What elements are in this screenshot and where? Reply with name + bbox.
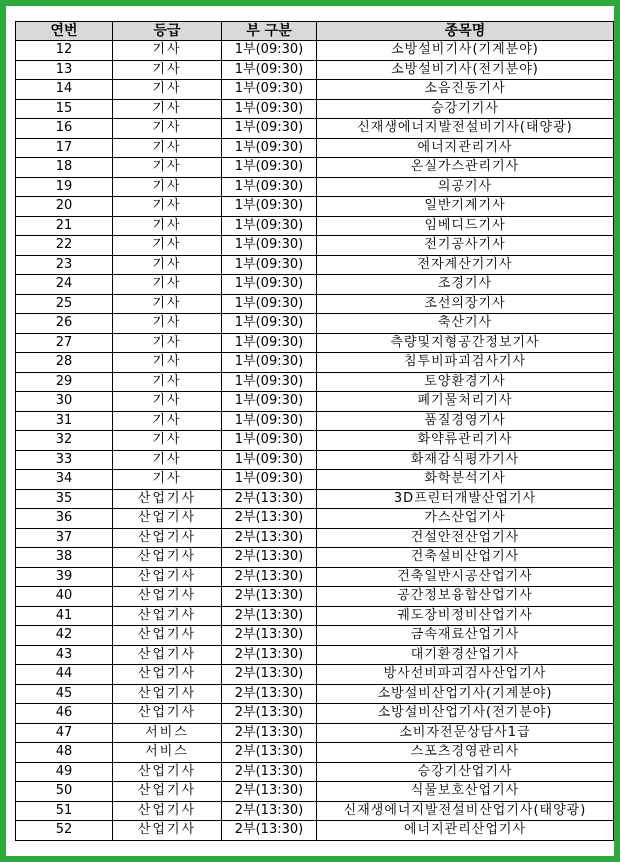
cell-grade: 산업기사 xyxy=(113,606,222,626)
cell-no: 19 xyxy=(16,177,113,197)
cell-no: 18 xyxy=(16,158,113,178)
cell-grade: 기사 xyxy=(113,197,222,217)
cell-subject: 침투비파괴검사기사 xyxy=(317,353,614,373)
cell-session: 1부(09:30) xyxy=(222,450,317,470)
cell-subject: 조경기사 xyxy=(317,275,614,295)
cell-subject: 조선의장기사 xyxy=(317,294,614,314)
cell-session: 2부(13:30) xyxy=(222,626,317,646)
cell-no: 13 xyxy=(16,60,113,80)
table-row xyxy=(16,275,614,295)
cell-no: 48 xyxy=(16,743,113,763)
cell-subject: 가스산업기사 xyxy=(317,509,614,529)
table-row xyxy=(16,431,614,451)
cell-no: 46 xyxy=(16,704,113,724)
cell-session: 1부(09:30) xyxy=(222,470,317,490)
header-grade: 등급 xyxy=(113,22,222,41)
cell-grade: 산업기사 xyxy=(113,548,222,568)
cell-grade: 기사 xyxy=(113,99,222,119)
table-row xyxy=(16,177,614,197)
cell-subject: 품질경영기사 xyxy=(317,411,614,431)
cell-no: 37 xyxy=(16,528,113,548)
cell-grade: 기사 xyxy=(113,333,222,353)
cell-no: 29 xyxy=(16,372,113,392)
cell-no: 39 xyxy=(16,567,113,587)
cell-no: 25 xyxy=(16,294,113,314)
table-row xyxy=(16,567,614,587)
cell-subject: 건설안전산업기사 xyxy=(317,528,614,548)
cell-no: 41 xyxy=(16,606,113,626)
table-row xyxy=(16,216,614,236)
cell-subject: 화재감식평가기사 xyxy=(317,450,614,470)
cell-no: 51 xyxy=(16,801,113,821)
cell-subject: 스포츠경영관리사 xyxy=(317,743,614,763)
cell-session: 2부(13:30) xyxy=(222,821,317,841)
cell-no: 36 xyxy=(16,509,113,529)
table-row xyxy=(16,119,614,139)
cell-grade: 기사 xyxy=(113,236,222,256)
cell-no: 21 xyxy=(16,216,113,236)
cell-no: 17 xyxy=(16,138,113,158)
cell-session: 1부(09:30) xyxy=(222,431,317,451)
table-row xyxy=(16,138,614,158)
table-row xyxy=(16,606,614,626)
cell-no: 26 xyxy=(16,314,113,334)
cell-grade: 산업기사 xyxy=(113,587,222,607)
cell-session: 1부(09:30) xyxy=(222,372,317,392)
cell-subject: 공간정보융합산업기사 xyxy=(317,587,614,607)
table-row xyxy=(16,645,614,665)
cell-grade: 기사 xyxy=(113,431,222,451)
table-row xyxy=(16,372,614,392)
table-row xyxy=(16,743,614,763)
cell-no: 27 xyxy=(16,333,113,353)
cell-subject: 대기환경산업기사 xyxy=(317,645,614,665)
cell-session: 2부(13:30) xyxy=(222,548,317,568)
cell-grade: 산업기사 xyxy=(113,801,222,821)
cell-grade: 기사 xyxy=(113,255,222,275)
cell-subject: 에너지관리산업기사 xyxy=(317,821,614,841)
cell-session: 1부(09:30) xyxy=(222,216,317,236)
cell-grade: 산업기사 xyxy=(113,645,222,665)
cell-subject: 화약류관리기사 xyxy=(317,431,614,451)
cell-no: 52 xyxy=(16,821,113,841)
table-row xyxy=(16,41,614,61)
cell-subject: 승강기기사 xyxy=(317,99,614,119)
cell-session: 1부(09:30) xyxy=(222,294,317,314)
cell-session: 1부(09:30) xyxy=(222,333,317,353)
table-row xyxy=(16,255,614,275)
table-row xyxy=(16,392,614,412)
cell-session: 1부(09:30) xyxy=(222,80,317,100)
cell-no: 28 xyxy=(16,353,113,373)
cell-session: 2부(13:30) xyxy=(222,489,317,509)
table-row xyxy=(16,158,614,178)
cell-session: 2부(13:30) xyxy=(222,606,317,626)
table-header-row xyxy=(16,22,614,41)
cell-session: 1부(09:30) xyxy=(222,236,317,256)
cell-grade: 산업기사 xyxy=(113,665,222,685)
cell-no: 42 xyxy=(16,626,113,646)
cell-grade: 기사 xyxy=(113,411,222,431)
cell-subject: 화학분석기사 xyxy=(317,470,614,490)
cell-grade: 산업기사 xyxy=(113,821,222,841)
table-row xyxy=(16,80,614,100)
cell-no: 14 xyxy=(16,80,113,100)
cell-subject: 의공기사 xyxy=(317,177,614,197)
cell-no: 16 xyxy=(16,119,113,139)
cell-subject: 소방설비산업기사(기계분야) xyxy=(317,684,614,704)
cell-session: 1부(09:30) xyxy=(222,99,317,119)
cell-no: 35 xyxy=(16,489,113,509)
cell-subject: 건축설비산업기사 xyxy=(317,548,614,568)
cell-session: 2부(13:30) xyxy=(222,567,317,587)
cell-session: 1부(09:30) xyxy=(222,41,317,61)
cell-session: 2부(13:30) xyxy=(222,782,317,802)
cell-no: 23 xyxy=(16,255,113,275)
cell-grade: 산업기사 xyxy=(113,782,222,802)
cell-session: 1부(09:30) xyxy=(222,411,317,431)
cell-no: 24 xyxy=(16,275,113,295)
cell-grade: 기사 xyxy=(113,353,222,373)
cell-subject: 전기공사기사 xyxy=(317,236,614,256)
cell-session: 1부(09:30) xyxy=(222,158,317,178)
cell-no: 31 xyxy=(16,411,113,431)
cell-session: 1부(09:30) xyxy=(222,255,317,275)
cell-grade: 기사 xyxy=(113,450,222,470)
cell-no: 43 xyxy=(16,645,113,665)
cell-no: 22 xyxy=(16,236,113,256)
cell-session: 2부(13:30) xyxy=(222,509,317,529)
cell-grade: 서비스 xyxy=(113,743,222,763)
cell-subject: 임베디드기사 xyxy=(317,216,614,236)
cell-session: 1부(09:30) xyxy=(222,314,317,334)
table-row xyxy=(16,587,614,607)
cell-subject: 소비자전문상담사1급 xyxy=(317,723,614,743)
cell-no: 45 xyxy=(16,684,113,704)
cell-no: 47 xyxy=(16,723,113,743)
table-row xyxy=(16,548,614,568)
cell-no: 40 xyxy=(16,587,113,607)
cell-no: 33 xyxy=(16,450,113,470)
table-row xyxy=(16,99,614,119)
table-row xyxy=(16,801,614,821)
cell-no: 38 xyxy=(16,548,113,568)
cell-subject: 신재생에너지발전설비산업기사(태양광) xyxy=(317,801,614,821)
cell-subject: 에너지관리기사 xyxy=(317,138,614,158)
table-row xyxy=(16,353,614,373)
cell-grade: 기사 xyxy=(113,158,222,178)
cell-session: 1부(09:30) xyxy=(222,275,317,295)
cell-grade: 기사 xyxy=(113,177,222,197)
cell-session: 2부(13:30) xyxy=(222,587,317,607)
cell-grade: 기사 xyxy=(113,138,222,158)
cell-grade: 산업기사 xyxy=(113,626,222,646)
cell-grade: 산업기사 xyxy=(113,489,222,509)
header-no: 연번 xyxy=(16,22,113,41)
cell-grade: 기사 xyxy=(113,294,222,314)
cell-subject: 3D프린터개발산업기사 xyxy=(317,489,614,509)
table-row xyxy=(16,762,614,782)
table-row xyxy=(16,411,614,431)
cell-grade: 기사 xyxy=(113,314,222,334)
cell-session: 1부(09:30) xyxy=(222,392,317,412)
cell-grade: 기사 xyxy=(113,216,222,236)
cell-no: 32 xyxy=(16,431,113,451)
cell-subject: 신재생에너지발전설비기사(태양광) xyxy=(317,119,614,139)
cell-subject: 승강기산업기사 xyxy=(317,762,614,782)
cell-subject: 일반기계기사 xyxy=(317,197,614,217)
cell-grade: 서비스 xyxy=(113,723,222,743)
table-row xyxy=(16,236,614,256)
table-row xyxy=(16,60,614,80)
cell-subject: 금속재료산업기사 xyxy=(317,626,614,646)
table-row xyxy=(16,821,614,841)
table-row xyxy=(16,314,614,334)
table-row xyxy=(16,684,614,704)
cell-no: 20 xyxy=(16,197,113,217)
cell-session: 1부(09:30) xyxy=(222,119,317,139)
table-row xyxy=(16,294,614,314)
cell-session: 2부(13:30) xyxy=(222,665,317,685)
cell-grade: 산업기사 xyxy=(113,684,222,704)
cell-grade: 기사 xyxy=(113,372,222,392)
cell-grade: 산업기사 xyxy=(113,762,222,782)
cell-subject: 소방설비기사(전기분야) xyxy=(317,60,614,80)
table-row xyxy=(16,509,614,529)
cell-no: 50 xyxy=(16,782,113,802)
table-row xyxy=(16,665,614,685)
cell-grade: 산업기사 xyxy=(113,509,222,529)
cell-subject: 토양환경기사 xyxy=(317,372,614,392)
cell-subject: 전자계산기기사 xyxy=(317,255,614,275)
header-subject: 종목명 xyxy=(317,22,614,41)
cell-subject: 식물보호산업기사 xyxy=(317,782,614,802)
cell-session: 1부(09:30) xyxy=(222,177,317,197)
cell-subject: 궤도장비정비산업기사 xyxy=(317,606,614,626)
cell-subject: 방사선비파괴검사산업기사 xyxy=(317,665,614,685)
cell-subject: 온실가스관리기사 xyxy=(317,158,614,178)
table-row xyxy=(16,450,614,470)
cell-no: 15 xyxy=(16,99,113,119)
cell-session: 2부(13:30) xyxy=(222,801,317,821)
table-row xyxy=(16,528,614,548)
cell-grade: 기사 xyxy=(113,41,222,61)
header-session: 부 구분 xyxy=(222,22,317,41)
cell-session: 2부(13:30) xyxy=(222,684,317,704)
cell-grade: 기사 xyxy=(113,60,222,80)
cell-session: 1부(09:30) xyxy=(222,197,317,217)
table-row xyxy=(16,470,614,490)
cell-no: 44 xyxy=(16,665,113,685)
table-row xyxy=(16,626,614,646)
cell-grade: 산업기사 xyxy=(113,567,222,587)
cell-no: 49 xyxy=(16,762,113,782)
cell-no: 34 xyxy=(16,470,113,490)
table-row xyxy=(16,704,614,724)
cell-grade: 기사 xyxy=(113,275,222,295)
cell-subject: 소방설비기사(기계분야) xyxy=(317,41,614,61)
cell-grade: 기사 xyxy=(113,470,222,490)
cell-grade: 기사 xyxy=(113,392,222,412)
exam-schedule-table xyxy=(15,21,614,841)
cell-session: 2부(13:30) xyxy=(222,704,317,724)
cell-subject: 소음진동기사 xyxy=(317,80,614,100)
cell-grade: 산업기사 xyxy=(113,528,222,548)
cell-session: 1부(09:30) xyxy=(222,60,317,80)
cell-grade: 기사 xyxy=(113,119,222,139)
cell-subject: 건축일반시공산업기사 xyxy=(317,567,614,587)
cell-session: 2부(13:30) xyxy=(222,723,317,743)
cell-grade: 기사 xyxy=(113,80,222,100)
table-row xyxy=(16,197,614,217)
table-row xyxy=(16,723,614,743)
cell-no: 30 xyxy=(16,392,113,412)
cell-subject: 폐기물처리기사 xyxy=(317,392,614,412)
cell-no: 12 xyxy=(16,41,113,61)
table-row xyxy=(16,782,614,802)
cell-session: 2부(13:30) xyxy=(222,528,317,548)
table-row xyxy=(16,333,614,353)
cell-subject: 축산기사 xyxy=(317,314,614,334)
cell-session: 1부(09:30) xyxy=(222,353,317,373)
cell-subject: 소방설비산업기사(전기분야) xyxy=(317,704,614,724)
cell-session: 2부(13:30) xyxy=(222,762,317,782)
cell-session: 2부(13:30) xyxy=(222,743,317,763)
table-row xyxy=(16,489,614,509)
cell-subject: 측량및지형공간정보기사 xyxy=(317,333,614,353)
cell-session: 2부(13:30) xyxy=(222,645,317,665)
cell-session: 1부(09:30) xyxy=(222,138,317,158)
cell-grade: 산업기사 xyxy=(113,704,222,724)
